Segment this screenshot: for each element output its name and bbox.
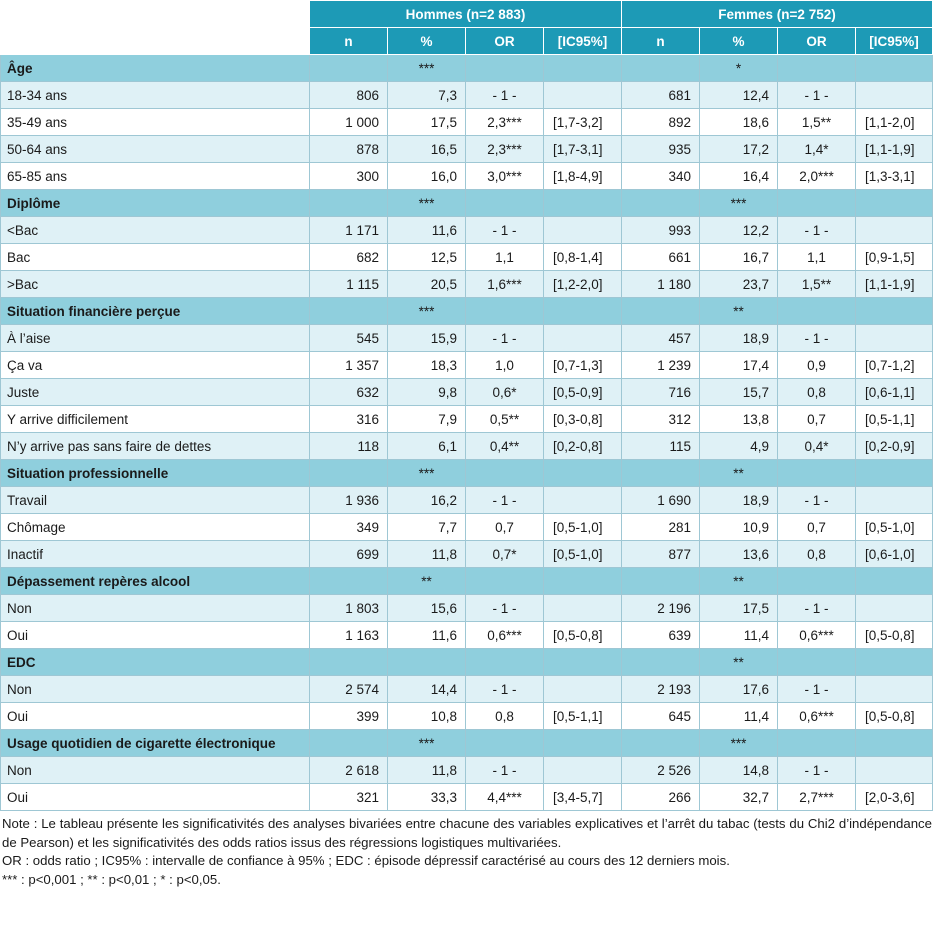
table-row	[1, 433, 933, 460]
women-pct-cell: 18,6	[700, 109, 778, 136]
women-ci-cell: [0,2-0,9]	[856, 433, 933, 460]
men-ci-cell: [0,5-0,8]	[544, 622, 622, 649]
men-pct-cell: 16,2	[388, 487, 466, 514]
section-spacer	[310, 568, 388, 595]
table-row	[1, 514, 933, 541]
women-or-cell: 0,7	[778, 406, 856, 433]
abbreviations-text: OR : odds ratio ; IC95% : intervalle de confiance à 95% ; EDC : épisode dépressif caractérisé au cours des 12 derniers mois.	[2, 853, 730, 868]
section-significance-women: **	[700, 568, 778, 595]
section-spacer	[778, 55, 856, 82]
women-n-cell: 716	[622, 379, 700, 406]
men-ci-cell: [0,5-0,9]	[544, 379, 622, 406]
section-spacer	[544, 649, 622, 676]
col-header-women-or: OR	[778, 28, 856, 55]
women-n-cell: 993	[622, 217, 700, 244]
section-spacer	[778, 298, 856, 325]
section-significance-women: **	[700, 460, 778, 487]
women-ci-cell: [0,9-1,5]	[856, 244, 933, 271]
men-ci-cell: [0,3-0,8]	[544, 406, 622, 433]
women-pct-cell: 4,9	[700, 433, 778, 460]
men-pct-cell: 7,3	[388, 82, 466, 109]
women-n-cell: 1 690	[622, 487, 700, 514]
row-label: Juste	[1, 379, 310, 406]
women-or-cell: 1,4*	[778, 136, 856, 163]
women-or-cell: 0,8	[778, 379, 856, 406]
men-or-cell: - 1 -	[466, 676, 544, 703]
men-pct-cell: 20,5	[388, 271, 466, 298]
row-label: Ça va	[1, 352, 310, 379]
col-header-women-pct: %	[700, 28, 778, 55]
men-or-cell: - 1 -	[466, 325, 544, 352]
col-header-women-n: n	[622, 28, 700, 55]
women-or-cell: - 1 -	[778, 325, 856, 352]
women-pct-cell: 17,6	[700, 676, 778, 703]
men-n-cell: 2 618	[310, 757, 388, 784]
col-header-men-pct: %	[388, 28, 466, 55]
table-row	[1, 595, 933, 622]
section-spacer	[310, 649, 388, 676]
men-group-header: Hommes (n=2 883)	[310, 1, 622, 28]
section-significance-women: **	[700, 649, 778, 676]
women-n-cell: 661	[622, 244, 700, 271]
men-pct-cell: 17,5	[388, 109, 466, 136]
section-title: Diplôme	[1, 190, 310, 217]
women-pct-cell: 32,7	[700, 784, 778, 811]
women-ci-cell: [1,1-2,0]	[856, 109, 933, 136]
men-n-cell: 1 357	[310, 352, 388, 379]
women-pct-cell: 17,4	[700, 352, 778, 379]
row-label: >Bac	[1, 271, 310, 298]
women-ci-cell: [0,6-1,0]	[856, 541, 933, 568]
significance-legend: *** : p<0,001 ; ** : p<0,01 ; * : p<0,05.	[2, 871, 221, 887]
section-spacer	[544, 460, 622, 487]
section-spacer	[310, 55, 388, 82]
women-or-cell: 2,7***	[778, 784, 856, 811]
men-n-cell: 682	[310, 244, 388, 271]
row-label: Non	[1, 757, 310, 784]
women-n-cell: 457	[622, 325, 700, 352]
section-spacer	[544, 298, 622, 325]
men-pct-cell: 11,8	[388, 757, 466, 784]
men-n-cell: 1 163	[310, 622, 388, 649]
men-pct-cell: 7,9	[388, 406, 466, 433]
section-header-row	[1, 55, 933, 82]
women-ci-cell: [0,6-1,1]	[856, 379, 933, 406]
women-or-cell: 1,5**	[778, 109, 856, 136]
women-ci-cell: [1,1-1,9]	[856, 271, 933, 298]
men-pct-cell: 12,5	[388, 244, 466, 271]
section-spacer	[466, 568, 544, 595]
row-label: À l’aise	[1, 325, 310, 352]
section-title: Usage quotidien de cigarette électronique	[1, 730, 310, 757]
row-label: Inactif	[1, 541, 310, 568]
section-significance-women: ***	[700, 190, 778, 217]
men-ci-cell: [1,8-4,9]	[544, 163, 622, 190]
women-n-cell: 877	[622, 541, 700, 568]
women-ci-cell: [0,7-1,2]	[856, 352, 933, 379]
row-label: Oui	[1, 622, 310, 649]
women-pct-cell: 12,4	[700, 82, 778, 109]
men-pct-cell: 18,3	[388, 352, 466, 379]
women-ci-cell	[856, 757, 933, 784]
section-spacer	[856, 568, 933, 595]
men-or-cell: 2,3***	[466, 136, 544, 163]
table-row	[1, 676, 933, 703]
men-pct-cell: 9,8	[388, 379, 466, 406]
row-label: Y arrive difficilement	[1, 406, 310, 433]
men-ci-cell: [0,5-1,0]	[544, 541, 622, 568]
table-row	[1, 622, 933, 649]
women-n-cell: 2 196	[622, 595, 700, 622]
table-row	[1, 82, 933, 109]
women-or-cell: - 1 -	[778, 487, 856, 514]
women-n-cell: 2 193	[622, 676, 700, 703]
men-n-cell: 2 574	[310, 676, 388, 703]
section-spacer	[778, 649, 856, 676]
women-pct-cell: 11,4	[700, 703, 778, 730]
women-pct-cell: 13,8	[700, 406, 778, 433]
men-n-cell: 699	[310, 541, 388, 568]
women-pct-cell: 11,4	[700, 622, 778, 649]
men-n-cell: 349	[310, 514, 388, 541]
men-pct-cell: 16,5	[388, 136, 466, 163]
men-ci-cell: [0,8-1,4]	[544, 244, 622, 271]
row-label: 65-85 ans	[1, 163, 310, 190]
section-header-row	[1, 568, 933, 595]
women-ci-cell	[856, 325, 933, 352]
section-spacer	[622, 55, 700, 82]
row-label: <Bac	[1, 217, 310, 244]
men-n-cell: 1 000	[310, 109, 388, 136]
women-pct-cell: 16,7	[700, 244, 778, 271]
row-label: Non	[1, 676, 310, 703]
men-or-cell: 0,5**	[466, 406, 544, 433]
women-ci-cell	[856, 487, 933, 514]
men-n-cell: 1 115	[310, 271, 388, 298]
men-ci-cell	[544, 82, 622, 109]
men-or-cell: - 1 -	[466, 217, 544, 244]
men-ci-cell	[544, 487, 622, 514]
section-spacer	[622, 568, 700, 595]
men-ci-cell: [0,7-1,3]	[544, 352, 622, 379]
men-n-cell: 545	[310, 325, 388, 352]
men-n-cell: 1 171	[310, 217, 388, 244]
men-or-cell: - 1 -	[466, 82, 544, 109]
row-label: Bac	[1, 244, 310, 271]
women-n-cell: 266	[622, 784, 700, 811]
women-or-cell: 0,7	[778, 514, 856, 541]
women-n-cell: 281	[622, 514, 700, 541]
women-or-cell: 0,4*	[778, 433, 856, 460]
women-pct-cell: 18,9	[700, 487, 778, 514]
women-ci-cell	[856, 82, 933, 109]
row-label: Travail	[1, 487, 310, 514]
women-ci-cell: [1,3-3,1]	[856, 163, 933, 190]
men-ci-cell: [1,7-3,1]	[544, 136, 622, 163]
men-pct-cell: 16,0	[388, 163, 466, 190]
section-significance-men: ***	[388, 730, 466, 757]
section-title: EDC	[1, 649, 310, 676]
men-n-cell: 321	[310, 784, 388, 811]
men-or-cell: - 1 -	[466, 757, 544, 784]
table-row	[1, 406, 933, 433]
section-header-row	[1, 460, 933, 487]
section-spacer	[622, 298, 700, 325]
section-spacer	[466, 298, 544, 325]
header-row-groups	[1, 1, 933, 28]
men-n-cell: 1 936	[310, 487, 388, 514]
men-ci-cell	[544, 595, 622, 622]
section-spacer	[544, 730, 622, 757]
women-or-cell: 1,1	[778, 244, 856, 271]
men-n-cell: 399	[310, 703, 388, 730]
women-pct-cell: 13,6	[700, 541, 778, 568]
men-ci-cell: [1,2-2,0]	[544, 271, 622, 298]
men-ci-cell	[544, 757, 622, 784]
section-spacer	[622, 730, 700, 757]
section-spacer	[310, 190, 388, 217]
section-significance-men: ***	[388, 55, 466, 82]
women-or-cell: 2,0***	[778, 163, 856, 190]
section-spacer	[466, 55, 544, 82]
men-or-cell: 0,6***	[466, 622, 544, 649]
women-ci-cell: [0,5-1,0]	[856, 514, 933, 541]
men-n-cell: 1 803	[310, 595, 388, 622]
women-n-cell: 645	[622, 703, 700, 730]
table-row	[1, 703, 933, 730]
section-spacer	[544, 568, 622, 595]
women-pct-cell: 10,9	[700, 514, 778, 541]
section-spacer	[622, 460, 700, 487]
section-spacer	[778, 460, 856, 487]
men-or-cell: 1,1	[466, 244, 544, 271]
women-n-cell: 340	[622, 163, 700, 190]
men-pct-cell: 10,8	[388, 703, 466, 730]
section-spacer	[778, 730, 856, 757]
section-spacer	[856, 298, 933, 325]
women-or-cell: - 1 -	[778, 82, 856, 109]
section-spacer	[544, 190, 622, 217]
men-ci-cell: [3,4-5,7]	[544, 784, 622, 811]
women-or-cell: 0,8	[778, 541, 856, 568]
section-spacer	[856, 649, 933, 676]
section-significance-women: *	[700, 55, 778, 82]
note-text: Note : Le tableau présente les significativités des analyses bivariées entre chacune des variables explicatives et l’arrêt du tabac (tests du Chi2 d’indépendance de Pearson) et les significativités des odds ratios issus des régressions logistiques multivariées.	[2, 816, 932, 850]
women-pct-cell: 12,2	[700, 217, 778, 244]
women-pct-cell: 18,9	[700, 325, 778, 352]
women-n-cell: 892	[622, 109, 700, 136]
women-pct-cell: 23,7	[700, 271, 778, 298]
women-ci-cell	[856, 595, 933, 622]
women-pct-cell: 15,7	[700, 379, 778, 406]
women-pct-cell: 17,5	[700, 595, 778, 622]
men-pct-cell: 11,6	[388, 217, 466, 244]
col-header-men-ic: [IC95%]	[544, 28, 622, 55]
men-or-cell: 0,7	[466, 514, 544, 541]
table-row	[1, 217, 933, 244]
women-or-cell: 0,6***	[778, 703, 856, 730]
women-ci-cell	[856, 676, 933, 703]
section-spacer	[622, 649, 700, 676]
row-label: Chômage	[1, 514, 310, 541]
men-ci-cell: [0,2-0,8]	[544, 433, 622, 460]
men-n-cell: 878	[310, 136, 388, 163]
section-significance-men: **	[388, 568, 466, 595]
men-or-cell: 1,0	[466, 352, 544, 379]
section-significance-men: ***	[388, 460, 466, 487]
women-or-cell: 1,5**	[778, 271, 856, 298]
section-spacer	[778, 568, 856, 595]
table-row	[1, 784, 933, 811]
section-significance-women: **	[700, 298, 778, 325]
row-label: N’y arrive pas sans faire de dettes	[1, 433, 310, 460]
women-or-cell: - 1 -	[778, 217, 856, 244]
section-spacer	[856, 55, 933, 82]
men-n-cell: 300	[310, 163, 388, 190]
men-pct-cell: 15,6	[388, 595, 466, 622]
men-pct-cell: 33,3	[388, 784, 466, 811]
row-label: Non	[1, 595, 310, 622]
men-pct-cell: 11,6	[388, 622, 466, 649]
men-pct-cell: 7,7	[388, 514, 466, 541]
section-title: Situation financière perçue	[1, 298, 310, 325]
men-pct-cell: 15,9	[388, 325, 466, 352]
section-spacer	[310, 298, 388, 325]
section-spacer	[466, 190, 544, 217]
section-spacer	[466, 460, 544, 487]
table-row	[1, 325, 933, 352]
table-row	[1, 487, 933, 514]
women-or-cell: - 1 -	[778, 757, 856, 784]
table-row	[1, 541, 933, 568]
men-or-cell: 1,6***	[466, 271, 544, 298]
section-spacer	[310, 460, 388, 487]
women-ci-cell: [0,5-1,1]	[856, 406, 933, 433]
men-ci-cell: [0,5-1,1]	[544, 703, 622, 730]
men-n-cell: 118	[310, 433, 388, 460]
table-row	[1, 757, 933, 784]
row-label: 50-64 ans	[1, 136, 310, 163]
men-ci-cell: [1,7-3,2]	[544, 109, 622, 136]
header-row-columns	[1, 28, 933, 55]
section-spacer	[466, 730, 544, 757]
section-spacer	[544, 55, 622, 82]
men-or-cell: 3,0***	[466, 163, 544, 190]
women-n-cell: 312	[622, 406, 700, 433]
men-or-cell: 0,8	[466, 703, 544, 730]
women-n-cell: 639	[622, 622, 700, 649]
women-ci-cell	[856, 217, 933, 244]
men-or-cell: 2,3***	[466, 109, 544, 136]
men-or-cell: - 1 -	[466, 595, 544, 622]
table-notes	[0, 815, 932, 889]
women-ci-cell: [0,5-0,8]	[856, 703, 933, 730]
men-ci-cell: [0,5-1,0]	[544, 514, 622, 541]
table-row	[1, 163, 933, 190]
men-or-cell: 0,4**	[466, 433, 544, 460]
table-row	[1, 109, 933, 136]
women-or-cell: - 1 -	[778, 676, 856, 703]
men-pct-cell: 6,1	[388, 433, 466, 460]
row-label: Oui	[1, 703, 310, 730]
women-n-cell: 681	[622, 82, 700, 109]
women-n-cell: 115	[622, 433, 700, 460]
section-significance-men: ***	[388, 190, 466, 217]
women-n-cell: 935	[622, 136, 700, 163]
section-spacer	[466, 649, 544, 676]
section-title: Dépassement repères alcool	[1, 568, 310, 595]
section-spacer	[856, 190, 933, 217]
col-header-women-ic: [IC95%]	[856, 28, 933, 55]
men-ci-cell	[544, 325, 622, 352]
women-or-cell: - 1 -	[778, 595, 856, 622]
men-pct-cell: 14,4	[388, 676, 466, 703]
section-title: Situation professionnelle	[1, 460, 310, 487]
women-or-cell: 0,6***	[778, 622, 856, 649]
section-title: Âge	[1, 55, 310, 82]
section-spacer	[856, 460, 933, 487]
men-or-cell: 4,4***	[466, 784, 544, 811]
men-ci-cell	[544, 676, 622, 703]
women-n-cell: 1 239	[622, 352, 700, 379]
men-n-cell: 806	[310, 82, 388, 109]
row-label: 35-49 ans	[1, 109, 310, 136]
table-row	[1, 244, 933, 271]
women-n-cell: 2 526	[622, 757, 700, 784]
section-spacer	[310, 730, 388, 757]
section-significance-men	[388, 649, 466, 676]
row-label: 18-34 ans	[1, 82, 310, 109]
section-spacer	[622, 190, 700, 217]
section-header-row	[1, 649, 933, 676]
men-n-cell: 316	[310, 406, 388, 433]
table-row	[1, 352, 933, 379]
section-header-row	[1, 730, 933, 757]
section-spacer	[856, 730, 933, 757]
table-row	[1, 271, 933, 298]
men-or-cell: 0,6*	[466, 379, 544, 406]
col-header-men-n: n	[310, 28, 388, 55]
section-significance-men: ***	[388, 298, 466, 325]
col-header-men-or: OR	[466, 28, 544, 55]
section-spacer	[778, 190, 856, 217]
men-or-cell: - 1 -	[466, 487, 544, 514]
women-or-cell: 0,9	[778, 352, 856, 379]
women-ci-cell: [2,0-3,6]	[856, 784, 933, 811]
row-label: Oui	[1, 784, 310, 811]
table-row	[1, 136, 933, 163]
women-ci-cell: [0,5-0,8]	[856, 622, 933, 649]
table-row	[1, 379, 933, 406]
women-pct-cell: 14,8	[700, 757, 778, 784]
men-n-cell: 632	[310, 379, 388, 406]
section-significance-women: ***	[700, 730, 778, 757]
men-pct-cell: 11,8	[388, 541, 466, 568]
men-ci-cell	[544, 217, 622, 244]
women-ci-cell: [1,1-1,9]	[856, 136, 933, 163]
section-header-row	[1, 190, 933, 217]
section-header-row	[1, 298, 933, 325]
men-or-cell: 0,7*	[466, 541, 544, 568]
women-pct-cell: 16,4	[700, 163, 778, 190]
women-pct-cell: 17,2	[700, 136, 778, 163]
women-n-cell: 1 180	[622, 271, 700, 298]
women-group-header: Femmes (n=2 752)	[622, 1, 933, 28]
